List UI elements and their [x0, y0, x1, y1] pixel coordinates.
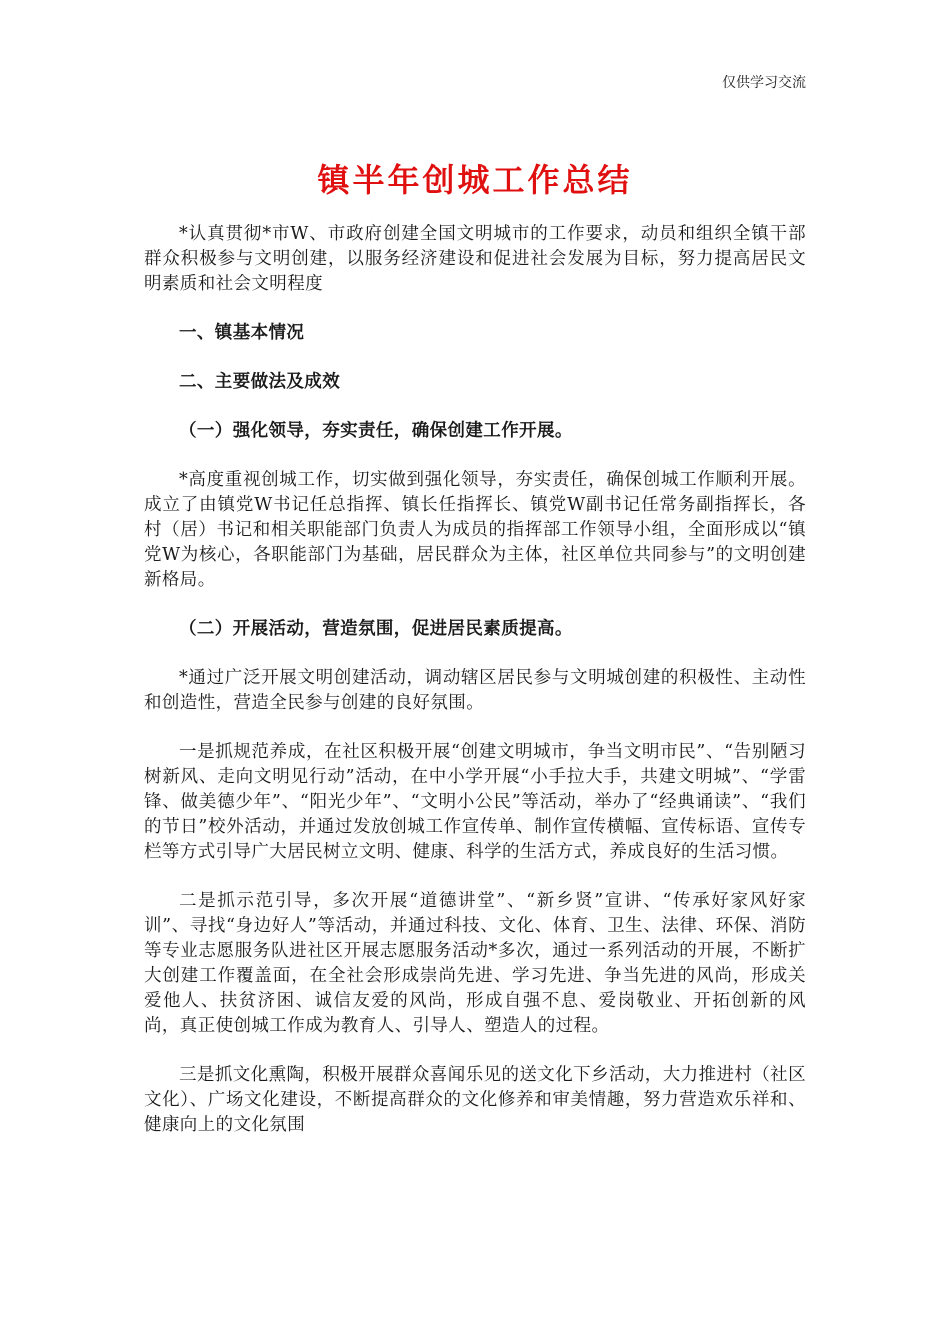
- document-title: 镇半年创城工作总结: [317, 161, 633, 199]
- section-heading-basic-info: 一、镇基本情况: [179, 323, 305, 343]
- subsection-heading-leadership: （一）强化领导，夯实责任，确保创建工作开展。: [179, 421, 573, 441]
- paragraph-culture: 三是抓文化熏陶，积极开展群众喜闻乐见的送文化下乡活动，大力推进村（社区文化）、广场文化建设，不断提高群众的文化修养和审美情趣，努力营造欢乐祥和、健康向上的文化氛围: [144, 1065, 806, 1135]
- paragraph-leadership: *高度重视创城工作，切实做到强化领导，夯实责任，确保创城工作顺利开展。成立了由镇党W书记任总指挥、镇长任指挥长、镇党W副书记任常务副指挥长，各村（居）书记和相关职能部门负责人为成员的指挥部工作领导小组，全面形成以“镇党W为核心，各职能部门为基础，居民群众为主体，社区单位共同参与”的文明创建新格局。: [144, 470, 806, 590]
- paragraph-intro: *认真贯彻*市W、市政府创建全国文明城市的工作要求，动员和组织全镇干部群众积极参与文明创建，以服务经济建设和促进社会发展为目标，努力提高居民文明素质和社会文明程度: [144, 224, 806, 294]
- paragraph-activities-intro: *通过广泛开展文明创建活动，调动辖区居民参与文明城创建的积极性、主动性和创造性，营造全民参与创建的良好氛围。: [144, 668, 806, 713]
- section-heading-main-practices: 二、主要做法及成效: [179, 372, 341, 392]
- paragraph-norms: 一是抓规范养成，在社区积极开展“创建文明城市，争当文明市民”、“告别陋习树新风、走向文明见行动”活动，在中小学开展“小手拉大手，共建文明城”、“学雷锋、做美德少年”、“阳光少年”、“文明小公民”等活动，举办了“经典诵读”、“我们的节日”校外活动，并通过发放创城工作宣传单、制作宣传横幅、宣传标语、宣传专栏等方式引导广大居民树立文明、健康、科学的生活方式，养成良好的生活习惯。: [144, 742, 806, 862]
- subsection-heading-activities: （二）开展活动，营造氛围，促进居民素质提高。: [179, 619, 573, 639]
- document-body: [144, 222, 806, 1162]
- header-note: 仅供学习交流: [722, 75, 806, 91]
- paragraph-demonstration: 二是抓示范引导，多次开展“道德讲堂”、“新乡贤”宣讲、“传承好家风好家训”、寻找“身边好人”等活动，并通过科技、文化、体育、卫生、法律、环保、消防等专业志愿服务队进社区开展志愿服务活动*多次，通过一系列活动的开展，不断扩大创建工作覆盖面，在全社会形成崇尚先进、学习先进、争当先进的风尚，形成关爱他人、扶贫济困、诚信友爱的风尚，形成自强不息、爱岗敬业、开拓创新的风尚，真正使创城工作成为教育人、引导人、塑造人的过程。: [144, 891, 806, 1036]
